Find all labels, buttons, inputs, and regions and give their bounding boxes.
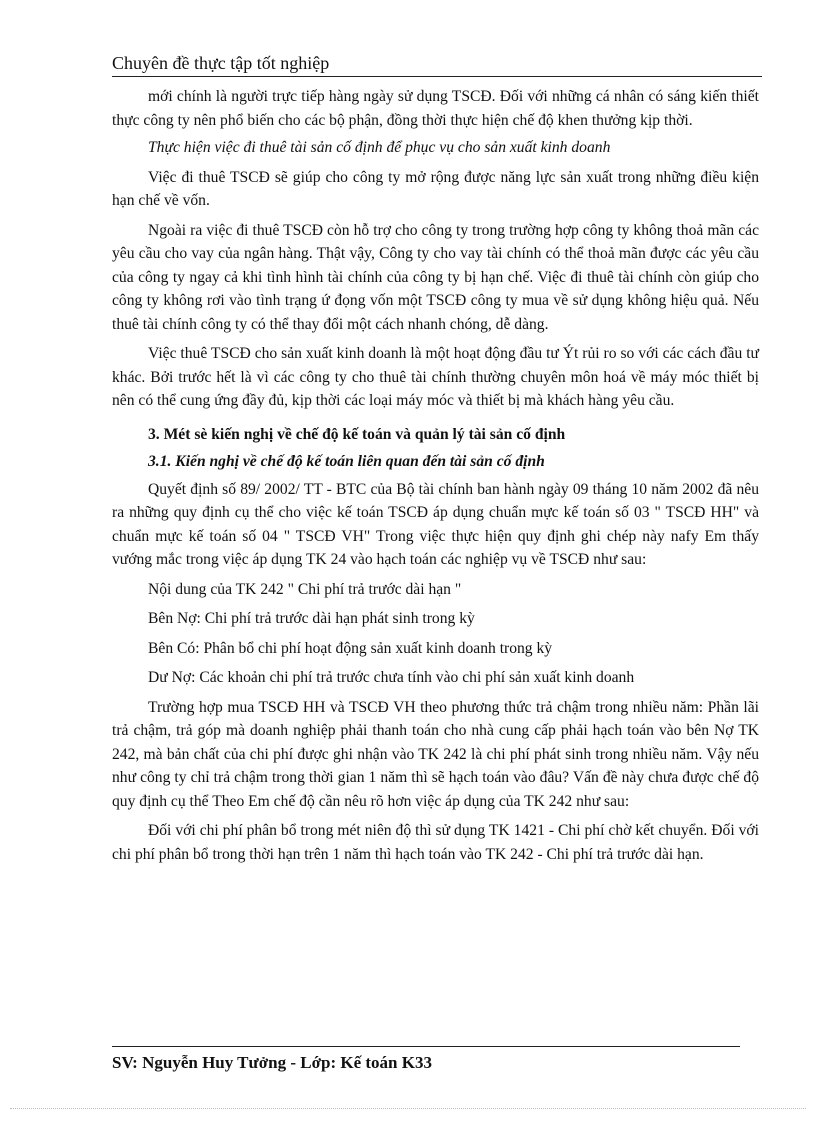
paragraph-tk242-content: Nội dung của TK 242 " Chi phí trả trước dài hạn " [148, 580, 462, 598]
paragraph-continuation: mới chính là người trực tiếp hàng ngày sử dụng TSCĐ. Đối với những cá nhân có sáng kiến thiết thực công ty nên phổ biến cho các bộ phận, đồng thời thực hiện chế độ khen thưởng kịp thời. [112, 88, 759, 129]
paragraph-credit-side: Bên Có: Phân bổ chi phí hoạt động sản xuất kinh doanh trong kỳ [148, 639, 553, 657]
paragraph-decision-89: Quyết định số 89/ 2002/ TT - BTC của Bộ tài chính ban hành ngày 09 tháng 10 năm 2002 đã nêu ra những quy định cụ thể cho việc kế toán TSCĐ áp dụng chuẩn mực kế toán số 03 " TSCĐ HH" và chuẩn mực kế toán số 04 " TSCĐ VH" Trong việc thực hiện quy định ghi chép này nafy Em thấy vướng mắc trong việc áp dụng TK 24 vào hạch toán các nghiệp vụ về TSCĐ như sau: [112, 480, 759, 568]
subheading-lease-assets: Thực hiện việc đi thuê tài sản cố định để phục vụ cho sản xuất kinh doanh [148, 139, 611, 156]
page-header-title: Chuyên đề thực tập tốt nghiệp [112, 53, 330, 73]
paragraph-lease-investment: Việc thuê TSCĐ cho sản xuất kinh doanh là một hoạt động đầu tư Ýt rủi ro so với các cách đầu tư khác. Bởi trước hết là vì các công ty cho thuê tài chính thường chuyên môn hoá về máy móc thiết bị nên có thể cung ứng đầy đủ, kịp thời các loại máy móc và thiết bị mà khách hàng yêu cầu. [112, 345, 759, 409]
paragraph-deferred-payment: Trường hợp mua TSCĐ HH và TSCĐ VH theo phương thức trả chậm trong nhiều năm: Phần lãi trả chậm, trả góp mà doanh nghiệp phải thanh toán cho nhà cung cấp phải hạch toán vào bên Nợ TK 242, mà bản chất của chi phí được ghi nhận vào TK 242 là chi phí phát sinh trong nhiều năm. Vậy nếu như công ty chỉ trả chậm trong thời gian 1 năm thì sẽ hạch toán vào đâu? Vấn đề này chưa được chế độ quy định cụ thể Theo Em chế độ cần nêu rõ hơn việc áp dụng của TK 242 như sau: [112, 698, 759, 810]
paragraph-allocation: Đối với chi phí phân bổ trong mét niên độ thì sử dụng TK 1421 - Chi phí chờ kết chuyển. Đối với chi phí phân bổ trong thời hạn trên 1 năm thì hạch toán vào TK 242 - Chi phí trả trước dài hạn. [112, 822, 759, 863]
header-divider [112, 76, 762, 77]
paragraph-debit-side: Bên Nợ: Chi phí trả trước dài hạn phát sinh trong kỳ [148, 610, 475, 627]
paragraph-lease-support: Ngoài ra việc đi thuê TSCĐ còn hỗ trợ cho công ty trong trường hợp công ty không thoả mãn các yêu cầu cho vay của ngân hàng. Thật vậy, Công ty cho vay tài chính có thể thoả mãn được các yêu cầu của công ty ngay cả khi tình hình tài chính của công ty bị hạn chế. Việc đi thuê tài chính còn giúp cho công ty không rơi vào tình trạng ứ đọng vốn một TSCĐ công ty mua về sử dụng không hiệu quả. Nếu thuê tài chính công ty có thể thay đổi một cách nhanh chóng, dễ dàng. [112, 221, 759, 333]
document-body [112, 85, 759, 872]
paragraph-lease-benefit: Việc đi thuê TSCĐ sẽ giúp cho công ty mở rộng được năng lực sản xuất trong những điều kiện hạn chế về vốn. [112, 168, 759, 209]
footer-student-info: SV: Nguyễn Huy Tưởng - Lớp: Kế toán K33 [112, 1053, 432, 1072]
footer-divider [112, 1046, 740, 1047]
paragraph-debit-balance: Dư Nợ: Các khoản chi phí trả trước chưa tính vào chi phí sản xuất kinh doanh [148, 669, 635, 686]
section-heading-3: 3. Mét sè kiến nghị về chế độ kế toán và quản lý tài sản cố định [148, 425, 566, 443]
page-bottom-edge [10, 1108, 806, 1109]
section-heading-3-1: 3.1. Kiến nghị về chế độ kế toán liên quan đến tài sản cố định [148, 453, 545, 470]
